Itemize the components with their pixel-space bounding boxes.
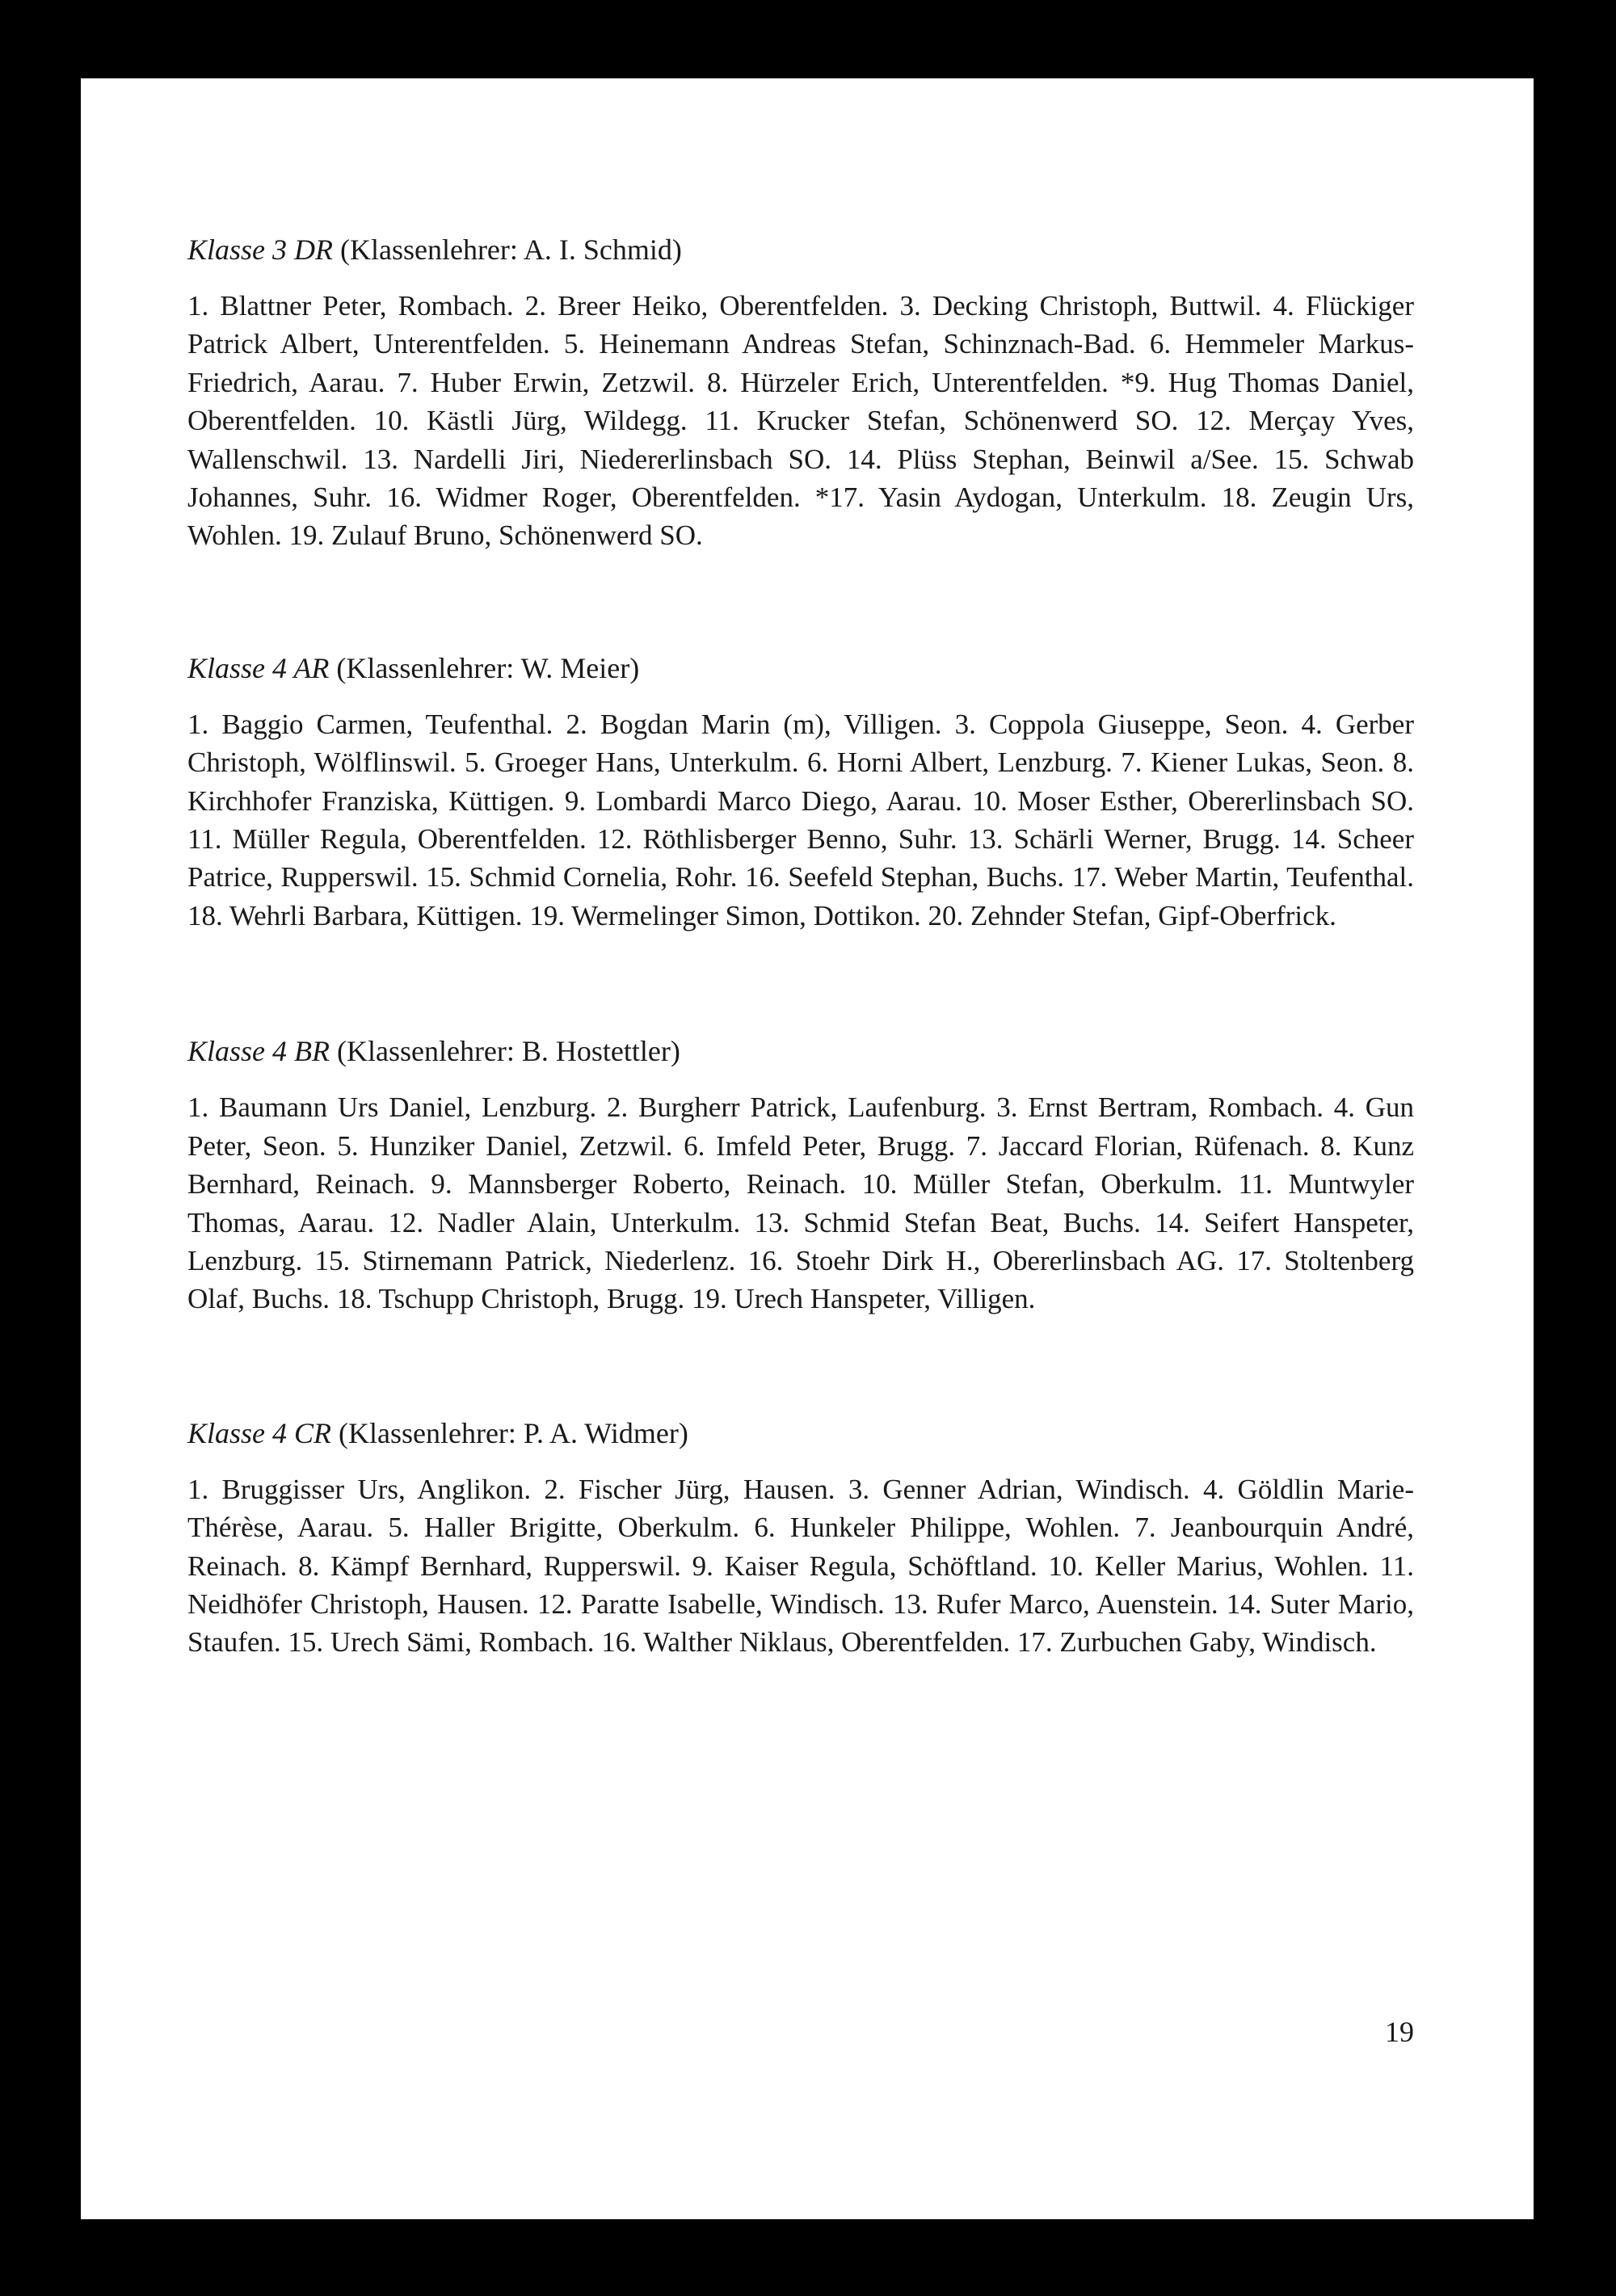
teacher-label: (Klassenlehrer: B. Hostettler) [337,1035,680,1068]
page-content [187,230,1414,1662]
teacher-label: (Klassenlehrer: W. Meier) [336,651,640,684]
class-label: Klasse 4 AR [187,651,330,684]
class-section-4br [187,1032,1414,1318]
section-heading [187,1032,1414,1070]
student-list: 1. Baumann Urs Daniel, Lenzburg. 2. Burgherr Patrick, Laufenburg. 3. Ernst Bertram, Rombach. 4. Gun Peter, Seon. 5. Hunziker Daniel, Zetzwil. 6. Imfeld Peter, Brugg. 7. Jaccard Florian, Rüfenach. 8. Kunz Bernhard, Reinach. 9. Mannsberger Roberto, Reinach. 10. Müller Stefan, Oberkulm. 11. Muntwyler Thomas, Aarau. 12. Nadler Alain, Unterkulm. 13. Schmid Stefan Beat, Buchs. 14. Seifert Hanspeter, Lenzburg. 15. Stirnemann Patrick, Niederlenz. 16. Stoehr Dirk H., Obererlinsbach AG. 17. Stoltenberg Olaf, Buchs. 18. Tschupp Christoph, Brugg. 19. Urech Hanspeter, Villigen. [187,1091,1414,1315]
student-list: 1. Blattner Peter, Rombach. 2. Breer Heiko, Oberentfelden. 3. Decking Christoph, Buttwil. 4. Flückiger Patrick Albert, Unterentfelden. 5. Heinemann Andreas Stefan, Schinznach-Bad. 6. Hemmeler Markus-Friedrich, Aarau. 7. Huber Erwin, Zetzwil. 8. Hürzeler Erich, Unterentfelden. *9. Hug Thomas Daniel, Oberentfelden. 10. Kästli Jürg, Wildegg. 11. Krucker Stefan, Schönenwerd SO. 12. Merçay Yves, Wallenschwil. 13. Nardelli Jiri, Niedererlinsbach SO. 14. Plüss Stephan, Beinwil a/See. 15. Schwab Johannes, Suhr. 16. Widmer Roger, Oberentfelden. *17. Yasin Aydogan, Unterkulm. 18. Zeugin Urs, Wohlen. 19. Zulauf Bruno, Schönenwerd SO. [187,290,1414,552]
document-page [81,78,1534,2219]
student-list: 1. Bruggisser Urs, Anglikon. 2. Fischer Jürg, Hausen. 3. Genner Adrian, Windisch. 4. Göldlin Marie-Thérèse, Aarau. 5. Haller Brigitte, Oberkulm. 6. Hunkeler Philippe, Wohlen. 7. Jeanbourquin André, Reinach. 8. Kämpf Bernhard, Rupperswil. 9. Kaiser Regula, Schöftland. 10. Keller Marius, Wohlen. 11. Neidhöfer Christoph, Hausen. 12. Paratte Isabelle, Windisch. 13. Rufer Marco, Auenstein. 14. Suter Mario, Staufen. 15. Urech Sämi, Rombach. 16. Walther Niklaus, Oberentfelden. 17. Zurbuchen Gaby, Windisch. [187,1473,1414,1659]
teacher-label: (Klassenlehrer: A. I. Schmid) [340,233,682,266]
student-list: 1. Baggio Carmen, Teufenthal. 2. Bogdan Marin (m), Villigen. 3. Coppola Giuseppe, Seon. 4. Gerber Christoph, Wölflinswil. 5. Groeger Hans, Unterkulm. 6. Horni Albert, Lenzburg. 7. Kiener Lukas, Seon. 8. Kirchhofer Franziska, Küttigen. 9. Lombardi Marco Diego, Aarau. 10. Moser Esther, Obererlinsbach SO. 11. Müller Regula, Oberentfelden. 12. Röthlisberger Benno, Suhr. 13. Schärli Werner, Brugg. 14. Scheer Patrice, Rupperswil. 15. Schmid Cornelia, Rohr. 16. Seefeld Stephan, Buchs. 17. Weber Martin, Teufenthal. 18. Wehrli Barbara, Küttigen. 19. Wermelinger Simon, Dottikon. 20. Zehnder Stefan, Gipf-Oberfrick. [187,708,1414,931]
class-section-3dr [187,230,1414,555]
class-label: Klasse 4 CR [187,1416,332,1449]
section-heading [187,230,1414,269]
section-heading [187,1414,1414,1453]
class-label: Klasse 4 BR [187,1035,330,1068]
class-label: Klasse 3 DR [187,233,333,266]
class-section-4cr [187,1414,1414,1662]
page-number: 19 [1385,2016,1414,2048]
teacher-label: (Klassenlehrer: P. A. Widmer) [339,1416,688,1449]
class-section-4ar [187,649,1414,935]
section-heading [187,649,1414,688]
